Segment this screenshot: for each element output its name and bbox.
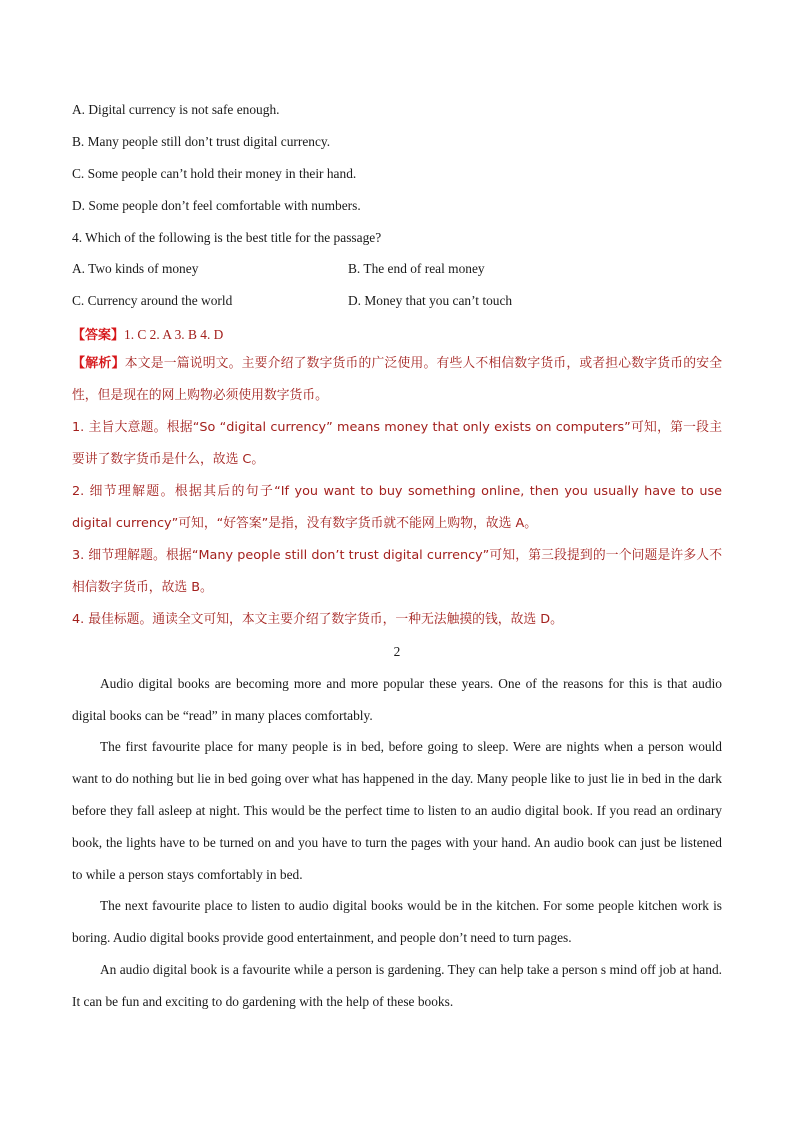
analysis-item-2: 2. 细节理解题。根据其后的句子“If you want to buy something online, then you usually have to use digital currency”可知，“好答案”是指，没有数字货币就不能网上购物，故选 A。 (72, 484, 722, 531)
passage-paragraph-3: The next favourite place to listen to audio digital books would be in the kitchen. For some people kitchen work is boring. Audio digital books provide good entertainment, and people don’t need to turn pages. (72, 898, 722, 945)
analysis-intro (72, 348, 722, 412)
answer-tag: 【答案】 (72, 328, 125, 343)
answer-text: 1. C 2. A 3. B 4. D (124, 327, 224, 342)
option-4d: D. Money that you can’t touch (348, 293, 513, 308)
option-3b: B. Many people still don’t trust digital currency. (72, 134, 331, 149)
analysis-item-4: 4. 最佳标题。通读全文可知，本文主要介绍了数字货币，一种无法触摸的钱，故选 D。 (72, 612, 563, 627)
option-4b: B. The end of real money (348, 261, 485, 276)
analysis-item-3: 3. 细节理解题。根据“Many people still don’t trust digital currency”可知，第三段提到的一个问题是许多人不相信数字货币，故选 B。 (72, 548, 722, 595)
analysis-item-1: 1. 主旨大意题。根据“So “digital currency” means money that only exists on computers”可知，第一段主要讲了数字货币是什么，故选 C。 (72, 420, 722, 467)
passage-number: 2 (393, 644, 401, 659)
question-4-stem: 4. Which of the following is the best title for the passage? (72, 230, 382, 245)
option-4c: C. Currency around the world (72, 293, 233, 308)
passage-paragraph-2: The first favourite place for many people is in bed, before going to sleep. Were are nights when a person would want to do nothing but lie in bed going over what has happened in the day. Many people like to just lie in bed in the dark before they fall asleep at night. This would be the perfect time to listen to an audio digital book. If you read an ordinary book, the lights have to be turned on and you have to turn the pages with your hand. An audio book can just be listened to while a person stays comfortably in bed. (72, 739, 722, 882)
analysis-text: 本文是一篇说明文。主要介绍了数字货币的广泛使用。有些人不相信数字货币，或者担心数字货币的安全性，但是现在的网上购物必须使用数字货币。 (72, 356, 722, 403)
option-3d: D. Some people don’t feel comfortable with numbers. (72, 198, 361, 213)
analysis-tag: 【解析】 (72, 356, 125, 371)
passage-paragraph-4: An audio digital book is a favourite while a person is gardening. They can help take a person s mind off job at hand. It can be fun and exciting to do gardening with the help of these books. (72, 962, 722, 1009)
option-3a: A. Digital currency is not safe enough. (72, 102, 280, 117)
option-4a: A. Two kinds of money (72, 261, 199, 276)
answer-line (72, 324, 223, 343)
option-3c: C. Some people can’t hold their money in their hand. (72, 166, 357, 181)
passage-paragraph-1: Audio digital books are becoming more and more popular these years. One of the reasons for this is that audio digital books can be “read” in many places comfortably. (72, 676, 722, 723)
